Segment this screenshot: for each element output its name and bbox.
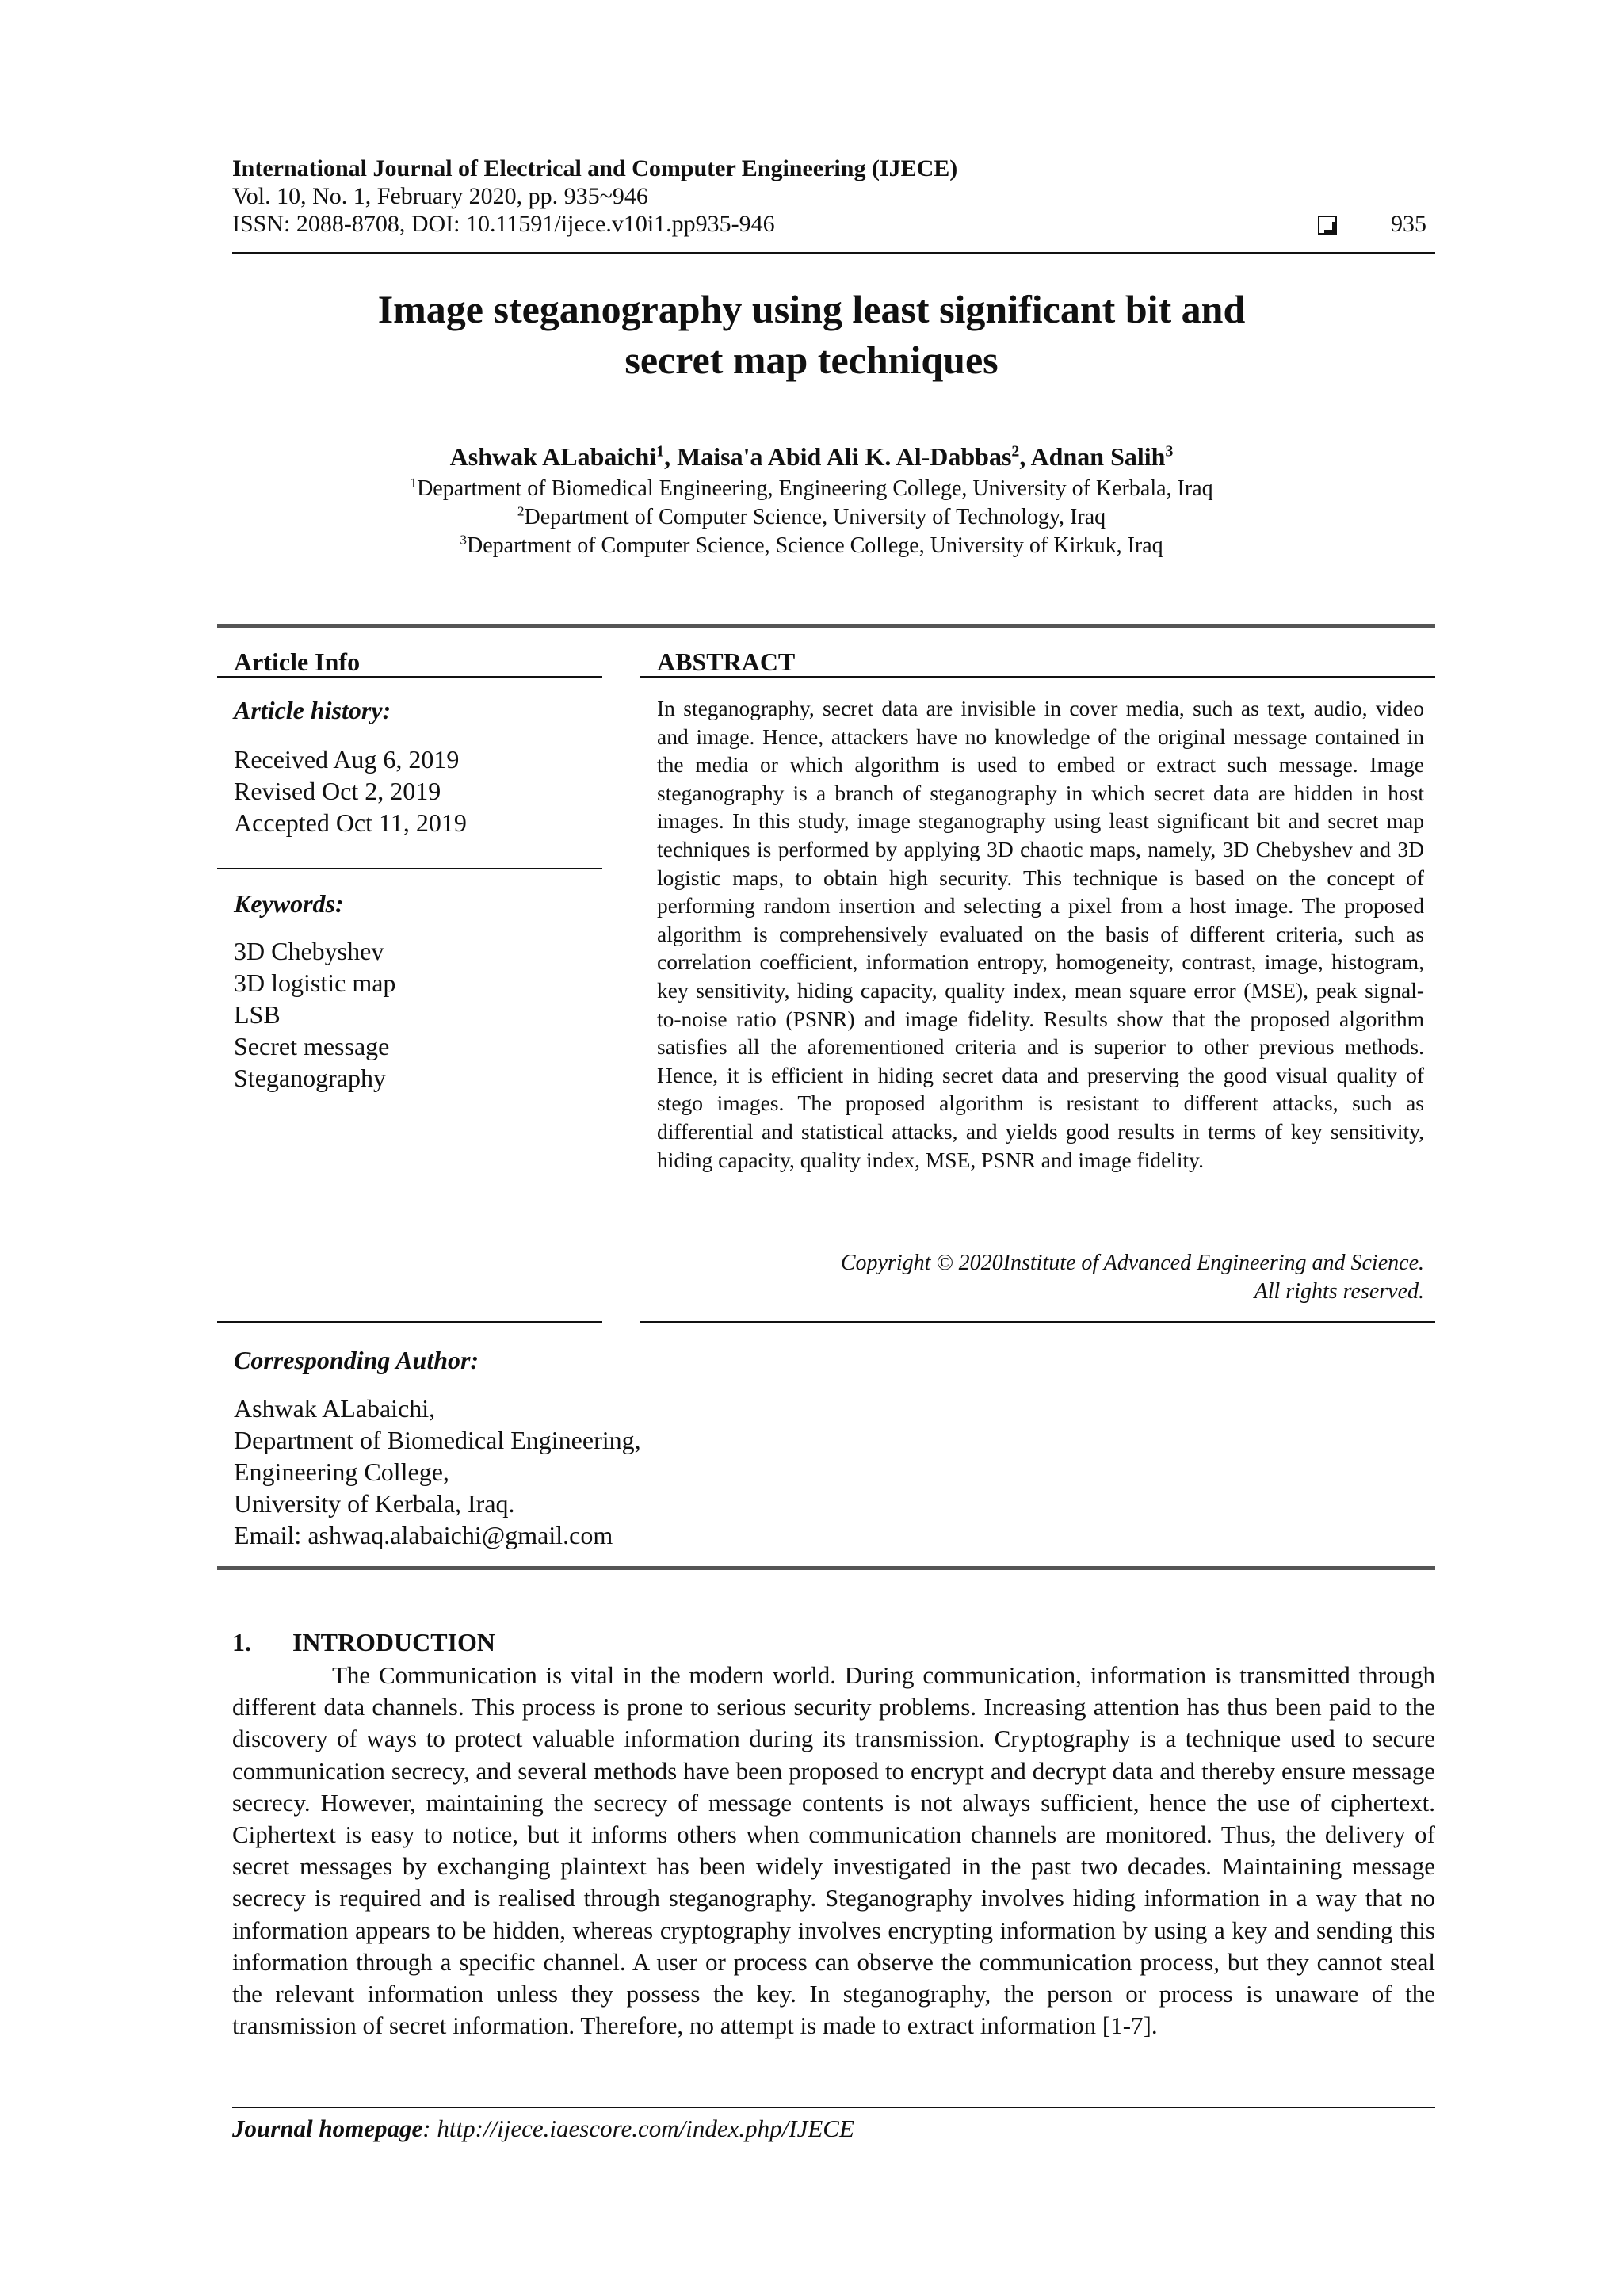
section-title: INTRODUCTION xyxy=(292,1628,496,1656)
author-affiliation-mark: 2 xyxy=(1011,442,1020,460)
author-separator: , xyxy=(664,442,678,471)
keyword: 3D Chebyshev xyxy=(234,937,384,965)
article-info-rule xyxy=(217,676,602,678)
author-name: Maisa'a Abid Ali K. Al-Dabbas xyxy=(677,442,1012,471)
author-affiliation-mark: 3 xyxy=(1165,442,1174,460)
journal-homepage: Journal homepage: http://ijece.iaescore.com/index.php/IJECE xyxy=(232,2115,854,2142)
homepage-link[interactable]: http://ijece.iaescore.com/index.php/IJECE xyxy=(437,2115,854,2142)
keyword: Secret message xyxy=(234,1032,390,1060)
copyright-line-2: All rights reserved. xyxy=(1254,1279,1424,1304)
checkbox-icon xyxy=(1318,216,1337,235)
keyword: 3D logistic map xyxy=(234,968,396,997)
university-line: University of Kerbala, Iraq. xyxy=(234,1489,515,1518)
affiliation-mark: 1 xyxy=(410,475,418,491)
abstract-rule xyxy=(640,676,1435,678)
author-name: Ashwak ALabaichi xyxy=(449,442,657,471)
affiliation-text: Department of Computer Science, Science College, University of Kirkuk, Iraq xyxy=(467,533,1163,558)
page-number: 935 xyxy=(1391,211,1426,237)
affiliation-text: Department of Biomedical Engineering, Engineering College, University of Kerbala, Iraq xyxy=(417,476,1213,501)
affiliation xyxy=(238,504,1385,531)
section-heading-introduction xyxy=(232,1628,495,1656)
affiliation-mark: 3 xyxy=(460,532,468,548)
keyword: Steganography xyxy=(234,1064,386,1092)
college-line: Engineering College, xyxy=(234,1457,449,1486)
abstract-end-rule xyxy=(640,1321,1435,1323)
homepage-label: Journal homepage xyxy=(232,2115,423,2142)
article-history-list xyxy=(234,743,467,839)
keywords-heading: Keywords: xyxy=(234,889,344,918)
keywords-list xyxy=(234,935,395,1094)
affiliation xyxy=(238,476,1385,502)
history-rule xyxy=(217,868,602,869)
info-box-top-rule xyxy=(217,624,1435,628)
section-number: 1. xyxy=(232,1628,251,1656)
affiliation xyxy=(238,533,1385,560)
title-line-2: secret map techniques xyxy=(624,338,999,382)
volume-line: Vol. 10, No. 1, February 2020, pp. 935~946 xyxy=(232,183,648,209)
copyright-line-1: Copyright © 2020Institute of Advanced Engineering and Science. xyxy=(840,1251,1424,1275)
affiliation-mark: 2 xyxy=(517,503,525,519)
header-rule xyxy=(232,252,1435,254)
history-revised: Revised Oct 2, 2019 xyxy=(234,777,441,805)
keyword: LSB xyxy=(234,1000,281,1029)
copyright-notice xyxy=(657,1249,1424,1306)
author-name-line: Ashwak ALabaichi, xyxy=(234,1394,436,1423)
email-line: Email: ashwaq.alabaichi@gmail.com xyxy=(234,1521,613,1549)
author-name: Adnan Salih xyxy=(1030,442,1166,471)
article-history-heading: Article history: xyxy=(234,696,391,724)
abstract-text: In steganography, secret data are invisible in cover media, such as text, audio, video and image. Hence, attackers have no knowledge of the original message contained in the media or which algorithm is used to embed or extract such message. Image steganography is a branch of steganography in which secret data are hidden in host images. In this study, image steganography using least significant bit and secret map techniques is performed by applying 3D chaotic maps, namely, 3D Chebyshev and 3D logistic maps, to obtain high security. This technique is based on the concept of performing random insertion and selecting a pixel from a host image. The proposed algorithm is comprehensively evaluated on the basis of different criteria, such as correlation coefficient, information entropy, homogeneity, contrast, image, histogram, key sensitivity, hiding capacity, quality index, mean square error (MSE), peak signal-to-noise ratio (PSNR) and image fidelity. Results show that the proposed algorithm satisfies all the aforementioned criteria and is superior to other previous methods. Hence, it is efficient in hiding secret data and preserving the good visual quality of stego images. The proposed algorithm is resistant to different attacks, such as differential and statistical attacks, and yields good results in terms of key sensitivity, hiding capacity, quality index, MSE, PSNR and image fidelity. xyxy=(657,696,1424,1172)
affiliation-text: Department of Computer Science, University of Technology, Iraq xyxy=(524,505,1106,529)
paper-title xyxy=(238,284,1385,385)
author-list xyxy=(238,441,1385,472)
author-separator: , xyxy=(1019,442,1031,471)
history-received: Received Aug 6, 2019 xyxy=(234,745,460,774)
introduction-paragraph: The Communication is vital in the modern world. During communication, information is transmitted through different data channels. This process is prone to serious security problems. Increasing attention has thus been paid to the discovery of ways to protect valuable information during its transmission. Cryptography is a technique used to secure communication secrecy, and several methods have been proposed to encrypt and decrypt data and thereby ensure message secrecy. However, maintaining the secrecy of message contents is not always sufficient, hence the use of ciphertext. Ciphertext is easy to notice, but it informs others when communication channels are monitored. Thus, the delivery of secret messages by exchanging plaintext has been widely investigated in the past two decades. Maintaining message secrecy is required and is realised through steganography. Steganography involves hiding information in a way that no information appears to be hidden, whereas cryptography involves encrypting information by using a key and sending this information through a specific channel. A user or process can observe the communication process, but they cannot steal the relevant information unless they possess the key. In steganography, the person or process is unaware of the transmission of secret information. Therefore, no attempt is made to extract information [1-7]. xyxy=(232,1661,1435,2040)
info-box-bottom-rule xyxy=(217,1566,1435,1570)
author-affiliation-mark: 1 xyxy=(656,442,665,460)
corresponding-author-details xyxy=(234,1392,641,1551)
title-line-1: Image steganography using least significant bit and xyxy=(377,287,1246,331)
keywords-end-rule xyxy=(217,1321,602,1323)
journal-name: International Journal of Electrical and Computer Engineering (IJECE) xyxy=(232,155,958,181)
history-accepted: Accepted Oct 11, 2019 xyxy=(234,808,467,837)
footer-rule xyxy=(232,2107,1435,2108)
corresponding-author-heading: Corresponding Author: xyxy=(234,1346,479,1374)
issn-doi-line: ISSN: 2088-8708, DOI: 10.11591/ijece.v10i1.pp935-946 xyxy=(232,211,775,237)
abstract-heading: ABSTRACT xyxy=(657,648,796,676)
department-line: Department of Biomedical Engineering, xyxy=(234,1426,641,1454)
article-info-heading: Article Info xyxy=(234,648,361,676)
